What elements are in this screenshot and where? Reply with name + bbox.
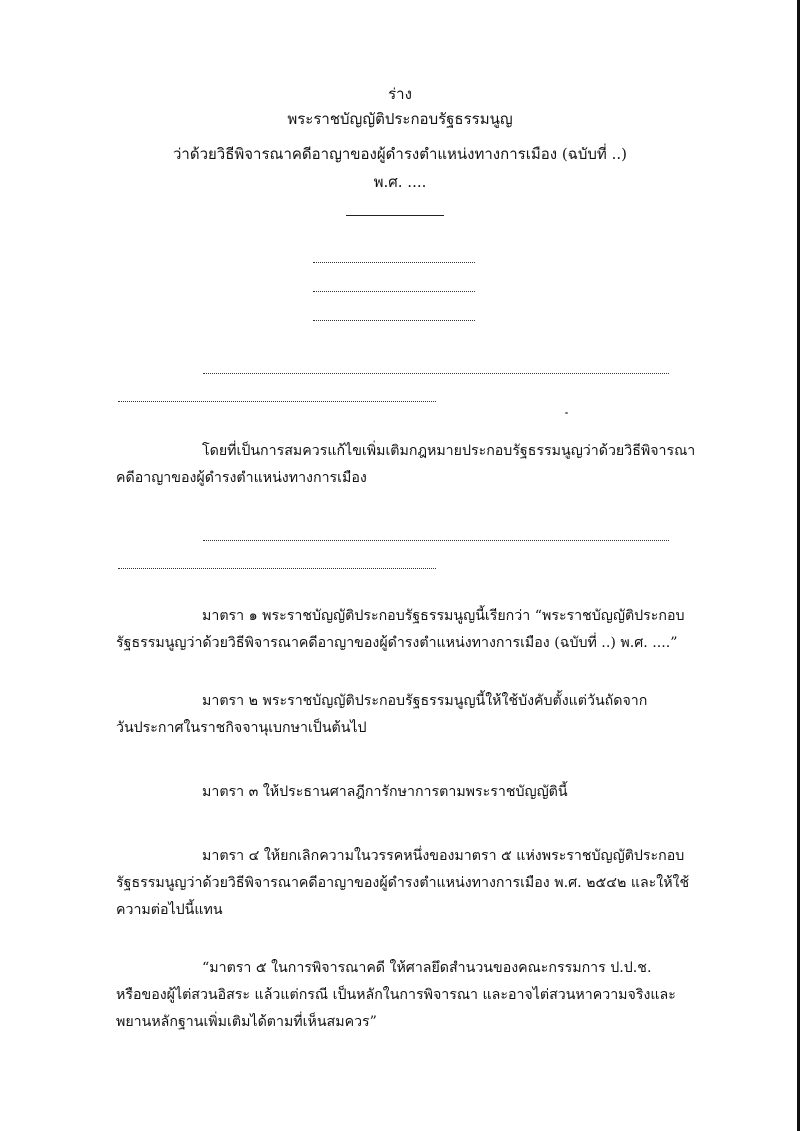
title-divider — [346, 215, 444, 216]
preamble-line: คดีอาญาของผู้ดำรงตำแหน่งทางการเมือง — [116, 470, 367, 486]
section-5-new-text — [116, 955, 676, 1036]
section-line: “มาตรา ๕ ในการพิจารณาคดี ให้ศาลยึดสำนวนของคณะกรรมการ ป.ป.ช. — [202, 960, 652, 976]
section-line: มาตรา ๑ พระราชบัญญัติประกอบรัฐธรรมนูญนี้เรียกว่า “พระราชบัญญัติประกอบ — [202, 608, 685, 624]
blank-line — [203, 540, 669, 541]
section-line: วันประกาศในราชกิจจานุเบกษาเป็นต้นไป — [116, 720, 367, 736]
preamble-line: โดยที่เป็นการสมควรแก้ไขเพิ่มเติมกฎหมายประกอบรัฐธรรมนูญว่าด้วยวิธีพิจารณา — [202, 443, 696, 459]
act-year: พ.ศ. .... — [373, 173, 427, 191]
section-4 — [116, 843, 690, 924]
section-line: พยานหลักฐานเพิ่มเติมได้ตามที่เห็นสมควร” — [116, 1014, 377, 1030]
blank-line — [118, 568, 436, 569]
section-line: รัฐธรรมนูญว่าด้วยวิธีพิจารณาคดีอาญาของผู้ดำรงตำแหน่งทางการเมือง (ฉบับที่ ..) พ.ศ. ....” — [116, 635, 678, 651]
blank-line — [203, 373, 669, 374]
draft-label: ร่าง — [388, 85, 412, 103]
section-1 — [116, 603, 685, 657]
scan-speck — [565, 412, 568, 414]
act-subtitle: ว่าด้วยวิธีพิจารณาคดีอาญาของผู้ดำรงตำแหน่งทางการเมือง (ฉบับที่ ..) — [173, 145, 627, 163]
section-2 — [116, 688, 676, 742]
section-line: หรือของผู้ไต่สวนอิสระ แล้วแต่กรณี เป็นหลักในการพิจารณา และอาจไต่สวนหาความจริงและ — [116, 987, 676, 1003]
act-title: พระราชบัญญัติประกอบรัฐธรรมนูญ — [287, 110, 513, 128]
section-line: มาตรา ๔ ให้ยกเลิกความในวรรคหนึ่งของมาตรา ๕ แห่งพระราชบัญญัติประกอบ — [202, 848, 685, 864]
section-line: มาตรา ๓ ให้ประธานศาลฎีการักษาการตามพระราชบัญญัตินี้ — [202, 784, 568, 800]
blank-line — [118, 401, 436, 402]
blank-line — [313, 320, 475, 321]
blank-line — [313, 291, 475, 292]
section-line: ความต่อไปนี้แทน — [116, 902, 223, 918]
section-line: มาตรา ๒ พระราชบัญญัติประกอบรัฐธรรมนูญนี้ให้ใช้บังคับตั้งแต่วันถัดจาก — [202, 693, 648, 709]
section-3 — [116, 779, 676, 806]
preamble — [116, 438, 696, 492]
section-line: รัฐธรรมนูญว่าด้วยวิธีพิจารณาคดีอาญาของผู้ดำรงตำแหน่งทางการเมือง พ.ศ. ๒๕๔๒ และให้ใช้ — [116, 875, 690, 891]
blank-line — [313, 262, 475, 263]
